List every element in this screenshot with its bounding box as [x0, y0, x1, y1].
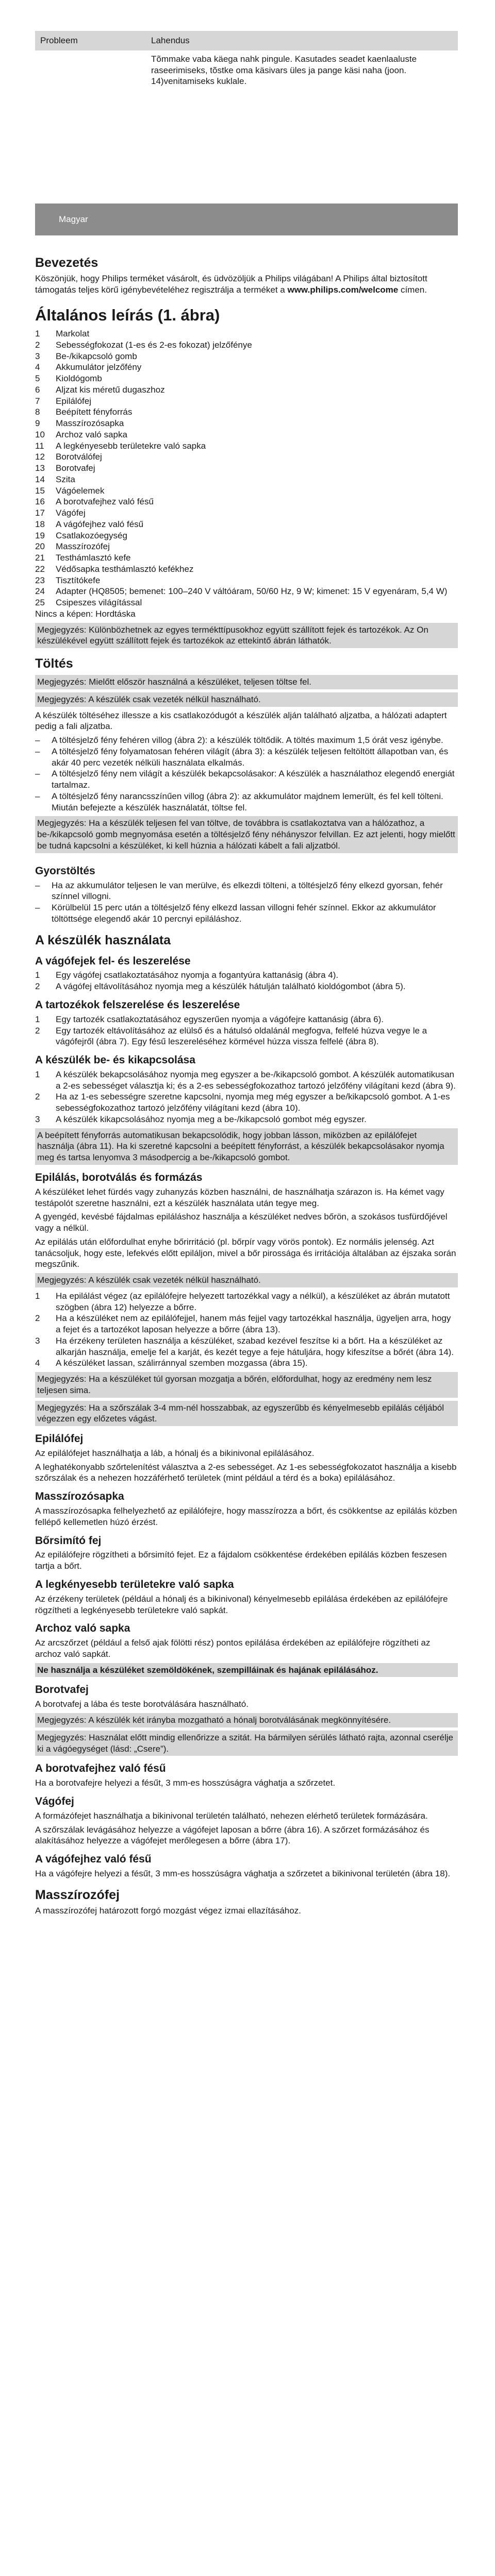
- list-item: [35, 451, 458, 463]
- list-item-number: 19: [35, 530, 45, 540]
- list-item: [35, 597, 458, 608]
- usage-title: A készülék használata: [35, 933, 171, 947]
- dash-bullet-icon: –: [35, 791, 40, 801]
- list-item-text: Beépített fényforrás: [56, 407, 133, 417]
- list-item-text: Akkumulátor jelzőfény: [56, 362, 142, 372]
- list-item-text: Tisztítókefe: [56, 575, 101, 585]
- dash-bullet-icon: –: [35, 735, 40, 745]
- bullet-item: [35, 880, 458, 903]
- list-item: [35, 474, 458, 485]
- light-note: A beépített fényforrás automatikusan bekapcsolódik, hogy jobban lásson, miközben az epilálófejet használja (ábra 11). Ha ki szeretné kapcsolni a beépített fényforrást, a készülék bekapcsolásakor nyomja meg és tartsa lenyomva 3 másodpercig a be-/kikapcsoló gombot.: [35, 1128, 458, 1165]
- intro-text-b: címen.: [398, 284, 427, 295]
- list-item: [35, 1335, 458, 1358]
- bullet-text: Körülbelül 15 perc után a töltésjelző fény elkezd lassan villogni fehér színnel. Ekkor az akkumulátor töltöttsége elegendő akár 10 percnyi epiláláshoz.: [52, 903, 436, 924]
- list-item-text: Védősapka testhámlasztó kefékhez: [56, 564, 194, 574]
- bullet-item: [35, 768, 458, 791]
- list-item-text: Csipeszes világítással: [56, 598, 142, 608]
- list-item-text: Borotválófej: [56, 452, 102, 462]
- list-item-number: 1: [35, 1069, 40, 1079]
- list-item: [35, 373, 458, 384]
- sensitive-cap-text: Az érzékeny területek (például a hónalj és a bikinivonal) kényelmesebb epilálása érdekében az epilálófejre rögzítheti a legkényesebb területekre való sapkát.: [35, 1594, 448, 1615]
- list-item-text: Epilálófej: [56, 396, 91, 406]
- bullet-text: A töltésjelző fény nem világít a készülék bekapcsolásakor: A készülék a használathoz elegendő energiát tartalmaz.: [52, 769, 455, 790]
- list-item-number: 7: [35, 396, 40, 406]
- intro-text-a: Köszönjük, hogy Philips terméket vásárolt, és üdvözöljük a Philips világában! A Philips által biztosított támogatás teljes körű igénybevételéhez regisztrálja a terméket a: [35, 274, 427, 295]
- col-solution-header: Lahendus: [146, 31, 458, 50]
- list-item-text: Ha az 1-es sebességre szeretne kapcsolni, nyomja meg még egyszer a be/kikapcsoló gombot. A 1-es sebességfokozathoz tartozó jelzőfény világítani kezd (ábra 10).: [56, 1092, 450, 1113]
- list-item-number: 23: [35, 575, 45, 585]
- list-item: [35, 1091, 458, 1114]
- list-item-text: A készülék kikapcsolásához nyomja meg a be-/kikapcsoló gombot még egyszer.: [56, 1114, 367, 1124]
- list-item-text: Markolat: [56, 329, 90, 339]
- list-item-number: 2: [35, 340, 40, 350]
- massage-cap-text: A masszírozósapka felhelyezhető az epilálófejre, hogy masszírozza a bőrt, és csökkentse az epilálás közben fellépő kellemetlen húzó érzést.: [35, 1506, 457, 1527]
- list-item: [35, 340, 458, 351]
- intro-title: Bevezetés: [35, 256, 98, 270]
- quick-bullets: [35, 880, 458, 925]
- list-item-number: 24: [35, 586, 45, 597]
- list-item: [35, 485, 458, 497]
- list-item-number: 14: [35, 474, 45, 484]
- list-item-number: 15: [35, 485, 45, 496]
- list-item: [35, 351, 458, 362]
- bullet-text: Ha az akkumulátor teljesen le van merülve, és elkezdi tölteni, a töltésjelző fény elkezd gyorsan, fehér színnel villogni.: [52, 880, 443, 902]
- list-item-text: A készülék bekapcsolásához nyomja meg egyszer a be-/kikapcsoló gombot. A készülék automatikusan a 2-es sebességet választja ki; és a 2-es sebességfokozathoz tartozó jelzőfény világítani kezd (ábra 9).: [56, 1069, 456, 1091]
- list-item-number: 2: [35, 1313, 40, 1324]
- heads-steps: [35, 970, 458, 992]
- list-item: [35, 429, 458, 440]
- charging-text: A készülék töltéséhez illessze a kis csatlakozódugót a készülék alján található aljzatba, a hálózati adaptert pedig a fali aljzatba.: [35, 710, 447, 732]
- list-item-text: Csatlakozóegység: [56, 530, 127, 540]
- list-item-text: Be-/kikapcsoló gomb: [56, 351, 137, 361]
- list-item-number: 4: [35, 1358, 40, 1368]
- epilator-text-2: A leghatékonyabb szőrtelenítést választva a 2-es sebességet. Az 1-es sebességfokozatot használja a kisebb szőrszálak és a nehezen hozzáférhető területek (mint például a térd és a boka) epilálásához.: [35, 1462, 457, 1483]
- list-item: [35, 418, 458, 429]
- trimming-head-text-1: A formázófejet használhatja a bikinivonal területén található, nehezen elérhető területek formázására.: [35, 1810, 428, 1821]
- list-item: [35, 1313, 458, 1335]
- list-item-text: Borotvafej: [56, 463, 95, 473]
- epilator-text: Az epilálófejet használhatja a láb, a hónalj és a bikinivonal epilálásához.: [35, 1448, 315, 1458]
- list-item-number: 4: [35, 362, 40, 372]
- list-item: [35, 1014, 458, 1025]
- onoff-steps: [35, 1069, 458, 1125]
- epil-p2: A gyengéd, kevésbé fájdalmas epiláláshoz használja a készüléket nedves bőrön, a szokásos tusfürdőjével vagy a nélkül.: [35, 1212, 448, 1233]
- list-item-text: Egy vágófej csatlakoztatásához nyomja a fogantyúra kattanásig (ábra 4).: [56, 970, 339, 980]
- list-item-text: Sebességfokozat (1-es és 2-es fokozat) jelzőfénye: [56, 340, 252, 350]
- bullet-text: A töltésjelző fény folyamatosan fehéren világít (ábra 3): a készülék teljesen feltöltött állapotban van, és akár 40 perc vezeték nélküli használata elkalmás.: [52, 746, 449, 768]
- solution-cell: Tõmmake vaba käega nahk pingule. Kasutades seadet kaenlaaluste raseerimiseks, tõstke oma käsivars üles ja pange käsi naha (joon. 14)venitamiseks kuklale.: [151, 54, 417, 87]
- list-item-number: 18: [35, 519, 45, 529]
- general-note: Megjegyzés: Különbözhetnek az egyes termékttípusokhoz együtt szállított fejek és tartozékok. Az On készülékével együtt szállított fejek és tartozékok az ettekintő ábrán láthatók.: [35, 623, 458, 649]
- list-item: [35, 440, 458, 452]
- intro-text: [35, 273, 458, 296]
- dash-bullet-icon: –: [35, 880, 40, 890]
- charging-note-1: Megjegyzés: Mielőtt először használná a készüléket, teljesen töltse fel.: [35, 675, 458, 689]
- general-bag: Nincs a képen: Hordtáska: [35, 608, 136, 619]
- list-item-text: A készüléket lassan, szálirránnyal szemben mozgassa (ábra 15).: [56, 1358, 308, 1368]
- shaving-head-title: Borotvafej: [35, 1684, 89, 1696]
- list-item-number: 17: [35, 508, 45, 518]
- list-item-number: 12: [35, 452, 45, 462]
- list-item-text: Masszírozófej: [56, 541, 110, 552]
- list-item-text: Egy tartozék eltávolításához az elülső és a hátulsó oldalánál megfogva, felfelé húzva vegye le a vágófejről (ábra 7). Egy fésű leszereléséhez körmével húzza vissza felfelé (ábra 8).: [56, 1025, 427, 1047]
- intro-url[interactable]: www.philips.com/welcome: [287, 284, 399, 295]
- list-item-text: A vágófejhez való fésű: [56, 519, 144, 529]
- dash-bullet-icon: –: [35, 769, 40, 779]
- massage-head-text: A masszírozófej határozott forgó mozgást végez izmai ellazításához.: [35, 1905, 301, 1916]
- list-item-number: 1: [35, 970, 40, 980]
- charging-note-2: Megjegyzés: A készülék csak vezeték nélkül használható.: [35, 692, 458, 707]
- shaving-note-1: Megjegyzés: A készülék két irányba mozgatható a hónalj borotválásának megkönnyítésére.: [35, 1713, 458, 1727]
- list-item-text: A legkényesebb területekre való sapka: [56, 440, 206, 451]
- sensitive-cap-title: A legkényesebb területekre való sapka: [35, 1578, 234, 1590]
- list-item: [35, 564, 458, 575]
- general-title: Általános leírás (1. ábra): [35, 306, 220, 324]
- list-item-number: 3: [35, 1114, 40, 1124]
- list-item-text: Kioldógomb: [56, 374, 102, 384]
- problem-cell: [35, 50, 146, 90]
- list-item-number: 20: [35, 541, 45, 552]
- epil-p3: Az epilálás után előfordulhat enyhe bőrirritáció (pl. bőrpír vagy vörös pontok). Ez normális jelenség. Azt tanácsoljuk, hogy este, lefekvés előtt epiláljon, mivel a bőr pirossága és irritációja általában az éjszaka során megszűnik.: [35, 1236, 456, 1269]
- list-item-text: Aljzat kis méretű dugaszhoz: [56, 384, 165, 395]
- list-item: [35, 1114, 458, 1125]
- list-item: [35, 328, 458, 340]
- epil-steps: [35, 1291, 458, 1369]
- heads-title: A vágófejek fel- és leszerelése: [35, 955, 191, 967]
- list-item: [35, 970, 458, 981]
- list-item-number: 8: [35, 407, 40, 417]
- shaving-comb-text: Ha a borotvafejre helyezi a fésűt, 3 mm-es hosszúságra vághatja a szőrzetet.: [35, 1778, 336, 1788]
- list-item: [35, 496, 458, 507]
- list-item-number: 16: [35, 497, 45, 507]
- face-cap-text: Az arcszőrzet (például a felső ajak fölötti rész) pontos epilálása érdekében az epilálófejre rögzítheti az archoz való sapkát.: [35, 1638, 431, 1659]
- list-item-number: 3: [35, 351, 40, 361]
- troubleshooting-table: [35, 31, 458, 90]
- list-item-text: Ha a készüléket nem az epilálófejjel, hanem más fejjel vagy tartozékkal használja, ügyeljen arra, hogy a fejet és a tartozékot laposan helyezze a bőrre (ábra 13).: [56, 1313, 451, 1335]
- list-item-number: 9: [35, 418, 40, 429]
- charging-note-3: Megjegyzés: Ha a készülék teljesen fel van töltve, de továbbra is csatlakoztatva van a hálózathoz, a be-/kikapcsoló gomb megnyomása esetén a töltésjelző fény néhányszor felvillan. Ez azt jelenti, hogy mielőtt be tudná kapcsolni a készüléket, ki kell húznia a hálózati kábelt a fali aljzatból.: [35, 816, 458, 853]
- list-item: [35, 552, 458, 564]
- epil-note-3: Megjegyzés: Ha a szőrszálak 3-4 mm-nél hosszabbak, az egyszerűbb és kényelmesebb epilálás céljából végezzen egy előzetes vágást.: [35, 1401, 458, 1427]
- list-item: [35, 530, 458, 541]
- trimming-head-text-2: A szőrszálak levágásához helyezze a vágófejet laposan a bőrre (ábra 16). A szőrzet formázásához és alakításához helyezze a vágófejet merőlegesen a bőrre (ábra 17).: [35, 1824, 430, 1846]
- bullet-item: [35, 746, 458, 769]
- warning-note: Ne használja a készüléket szemöldökének, szempilláinak és hajának epilálásához.: [35, 1663, 458, 1677]
- list-item-number: 1: [35, 1291, 40, 1301]
- language-bar: Magyar: [35, 204, 458, 235]
- list-item: [35, 1358, 458, 1369]
- massage-head-title: Masszírozófej: [35, 1887, 120, 1902]
- list-item-text: A vágófej eltávolításához nyomja meg a készülék hátulján található kioldógombot (ábra 5).: [56, 981, 406, 992]
- shaving-note-2: Megjegyzés: Használat előtt mindig ellenőrizze a szitát. Ha bármilyen sérülés látható rajta, azonnal cserélje ki a vágóegységet (lásd: „Csere”).: [35, 1731, 458, 1756]
- list-item-text: Masszírozósapka: [56, 418, 124, 429]
- trimming-head-title: Vágófej: [35, 1795, 74, 1807]
- list-item-number: 5: [35, 374, 40, 384]
- bullet-text: A töltésjelző fény fehéren villog (ábra 2): a készülék töltődik. A töltés maximum 1,5 órát vesz igénybe.: [52, 735, 443, 745]
- list-item-text: Vágófej: [56, 508, 86, 518]
- list-item: [35, 384, 458, 396]
- list-item-number: 21: [35, 553, 45, 563]
- list-item-number: 6: [35, 384, 40, 395]
- list-item-number: 22: [35, 564, 45, 574]
- list-item: [35, 362, 458, 373]
- list-item: [35, 541, 458, 552]
- troubleshooting-table-wrap: [35, 31, 458, 90]
- trimming-comb-text: Ha a vágófejre helyezi a fésűt, 3 mm-es hosszúságra vághatja a szőrzetet a bikinivonal területén (ábra 18).: [35, 1868, 451, 1878]
- bullet-item: [35, 791, 458, 814]
- list-item-text: Szita: [56, 474, 75, 484]
- dash-bullet-icon: –: [35, 746, 40, 756]
- list-item: [35, 519, 458, 530]
- skin-stretcher-title: Bőrsimító fej: [35, 1534, 102, 1547]
- caps-steps: [35, 1014, 458, 1047]
- shaving-head-text: A borotvafej a lába és teste borotválására használható.: [35, 1699, 249, 1709]
- trimming-comb-title: A vágófejhez való fésű: [35, 1853, 152, 1866]
- epil-note-2: Megjegyzés: Ha a készüléket túl gyorsan mozgatja a bőrén, előfordulhat, hogy az eredmény nem lesz teljesen sima.: [35, 1372, 458, 1398]
- bullet-item: [35, 902, 458, 925]
- epil-p1: A készüléket lehet fürdés vagy zuhanyzás közben használni, de használhatja szárazon is. Ha kémet vagy testápolót szeretne használni, ezt a készülék használata után tegye meg.: [35, 1187, 444, 1208]
- charging-title: Töltés: [35, 656, 73, 671]
- shaving-comb-title: A borotvafejhez való fésű: [35, 1762, 166, 1775]
- list-item: [35, 981, 458, 992]
- list-item: [35, 1291, 458, 1313]
- list-item-text: Archoz való sapka: [56, 429, 127, 439]
- list-item: [35, 406, 458, 418]
- col-problem-header: Probleem: [35, 31, 146, 50]
- list-item: [35, 1025, 458, 1048]
- quick-title: Gyorstöltés: [35, 865, 95, 877]
- list-item-number: 25: [35, 598, 45, 608]
- epil-note: Megjegyzés: A készülék csak vezeték nélkül használható.: [35, 1273, 458, 1287]
- list-item: [35, 575, 458, 586]
- list-item-number: 2: [35, 981, 40, 992]
- epil-title: Epilálás, borotválás és formázás: [35, 1171, 203, 1183]
- list-item-number: 2: [35, 1092, 40, 1102]
- bullet-text: A töltésjelző fény narancsszínűen villog (ábra 2): az akkumulátor majdnem lemerült, és fel kell tölteni. Miután befejezte a készülék használatát, töltse fel.: [52, 791, 443, 812]
- onoff-title: A készülék be- és kikapcsolása: [35, 1054, 195, 1066]
- bullet-item: [35, 735, 458, 746]
- list-item-text: A borotvafejhez való fésű: [56, 497, 154, 507]
- list-item-text: Adapter (HQ8505; bemenet: 100–240 V váltóáram, 50/60 Hz, 9 W; kimenet: 15 V egyenáram, 5,4 W): [56, 586, 448, 597]
- face-cap-title: Archoz való sapka: [35, 1622, 130, 1635]
- list-item: [35, 1069, 458, 1092]
- list-item-number: 11: [35, 440, 44, 451]
- list-item-number: 1: [35, 1014, 40, 1024]
- dash-bullet-icon: –: [35, 903, 40, 913]
- skin-stretcher-text: Az epilálófejre rögzítheti a bőrsimító fejet. Ez a fájdalom csökkentése érdekében epilálás közben feszesen tartja a bőrt.: [35, 1550, 447, 1571]
- list-item: [35, 396, 458, 407]
- list-item: [35, 586, 458, 597]
- list-item-number: 2: [35, 1025, 40, 1036]
- list-item-number: 1: [35, 329, 40, 339]
- charging-bullets: [35, 735, 458, 813]
- list-item-number: 3: [35, 1335, 40, 1346]
- caps-title: A tartozékok felszerelése és leszerelése: [35, 998, 240, 1011]
- list-item-text: Ha érzékeny területen használja a készüléket, szabad kezével feszítse ki a bőrt. Ha a készüléket az alkarján használja, emelje fel a karját, és kezét tegye a feje hátuljára, hogy kifeszítse a bőrét (ábra 14).: [56, 1335, 454, 1357]
- epilator-title: Epilálófej: [35, 1433, 84, 1445]
- list-item-text: Testhámlasztó kefe: [56, 553, 131, 563]
- massage-cap-title: Masszírozósapka: [35, 1490, 124, 1503]
- list-item-number: 10: [35, 429, 45, 439]
- general-parts-list: [35, 328, 458, 608]
- list-item-text: Vágóelemek: [56, 485, 105, 496]
- list-item: [35, 507, 458, 519]
- manual-content: [35, 247, 458, 1919]
- list-item-text: Egy tartozék csatlakoztatásához egyszerűen nyomja a vágófejre kattanásig (ábra 6).: [56, 1014, 384, 1024]
- list-item-number: 13: [35, 463, 45, 473]
- list-item: [35, 463, 458, 474]
- list-item-text: Ha epilálást végez (az epilálófejre helyezett tartozékkal vagy a nélkül), a készüléket az ábrán mutatott szögben (ábra 12) helyezze a bőrre.: [56, 1291, 450, 1312]
